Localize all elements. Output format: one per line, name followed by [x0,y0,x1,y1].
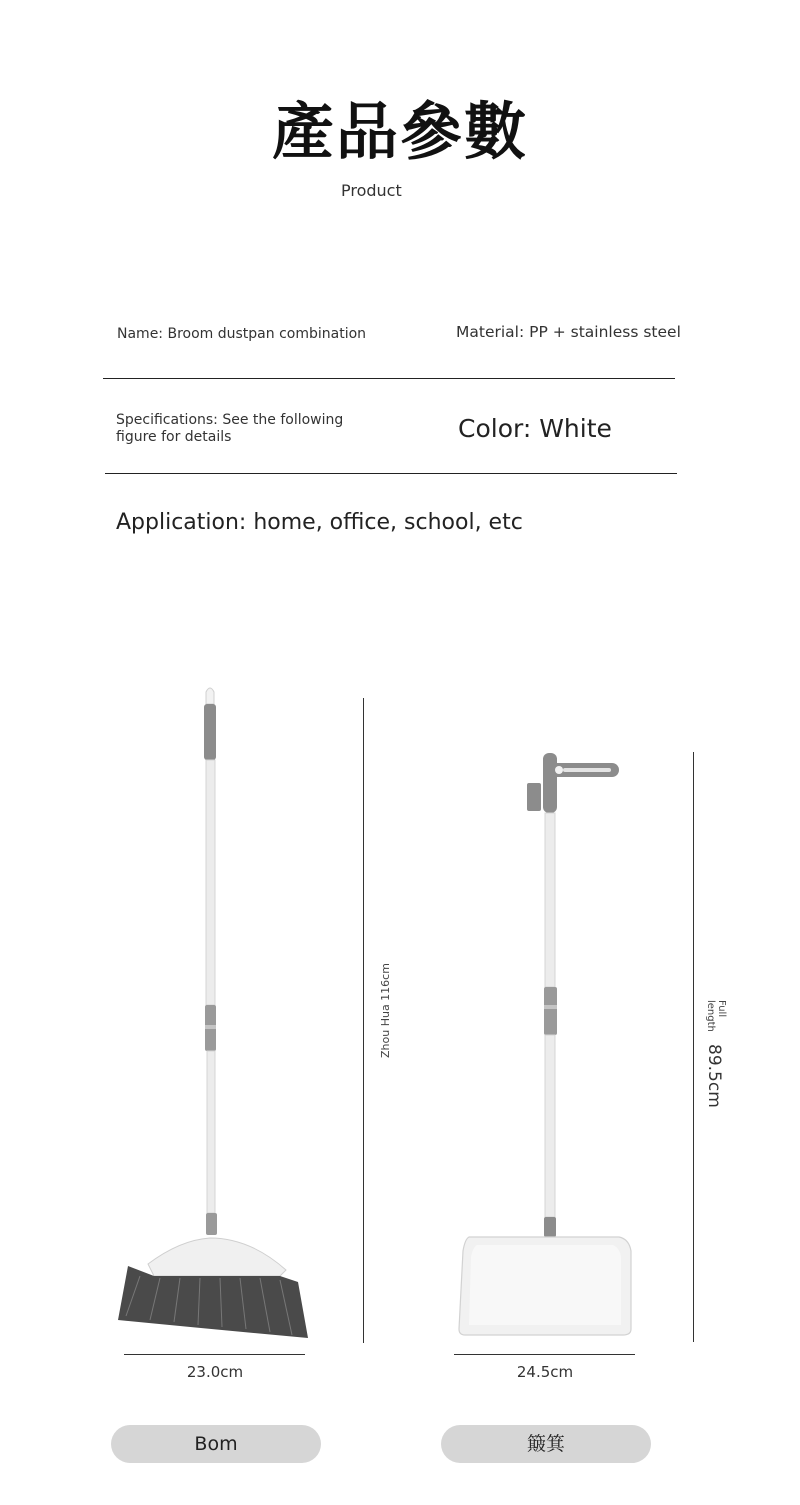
page-subtitle: Product [341,181,402,200]
table-divider-2 [105,473,677,474]
broom-width-label: 23.0cm [186,1363,244,1381]
dustpan-image [455,745,635,1345]
broom-label-pill: Bom [111,1425,321,1463]
broom-width-line [124,1354,305,1355]
spec-specifications-line2: figure for details [116,429,232,445]
spec-color: Color: White [458,414,612,443]
spec-application: Application: home, office, school, etc [116,510,523,535]
dustpan-width-line [454,1354,635,1355]
table-divider-1 [103,378,675,379]
broom-image [110,680,320,1350]
dustpan-height-caption [705,1000,727,1032]
spec-specifications [116,412,343,446]
broom-height-line [363,698,364,1343]
dustpan-label-pill: 簸箕 [441,1425,651,1463]
spec-material: Material: PP + stainless steel [456,323,681,341]
dustpan-height-line [693,752,694,1342]
dustpan-height-caption-line1: Full [716,1000,727,1018]
spec-specifications-line1: Specifications: See the following [116,412,344,428]
dustpan-height-value: 89.5cm [704,1044,724,1108]
spec-name: Name: Broom dustpan combination [117,326,367,342]
broom-height-label: Zhou Hua 116cm [379,963,392,1058]
dustpan-height-caption-line2: length [705,1000,716,1032]
dustpan-width-label: 24.5cm [516,1363,574,1381]
page-title: 產品參數 [271,95,528,168]
